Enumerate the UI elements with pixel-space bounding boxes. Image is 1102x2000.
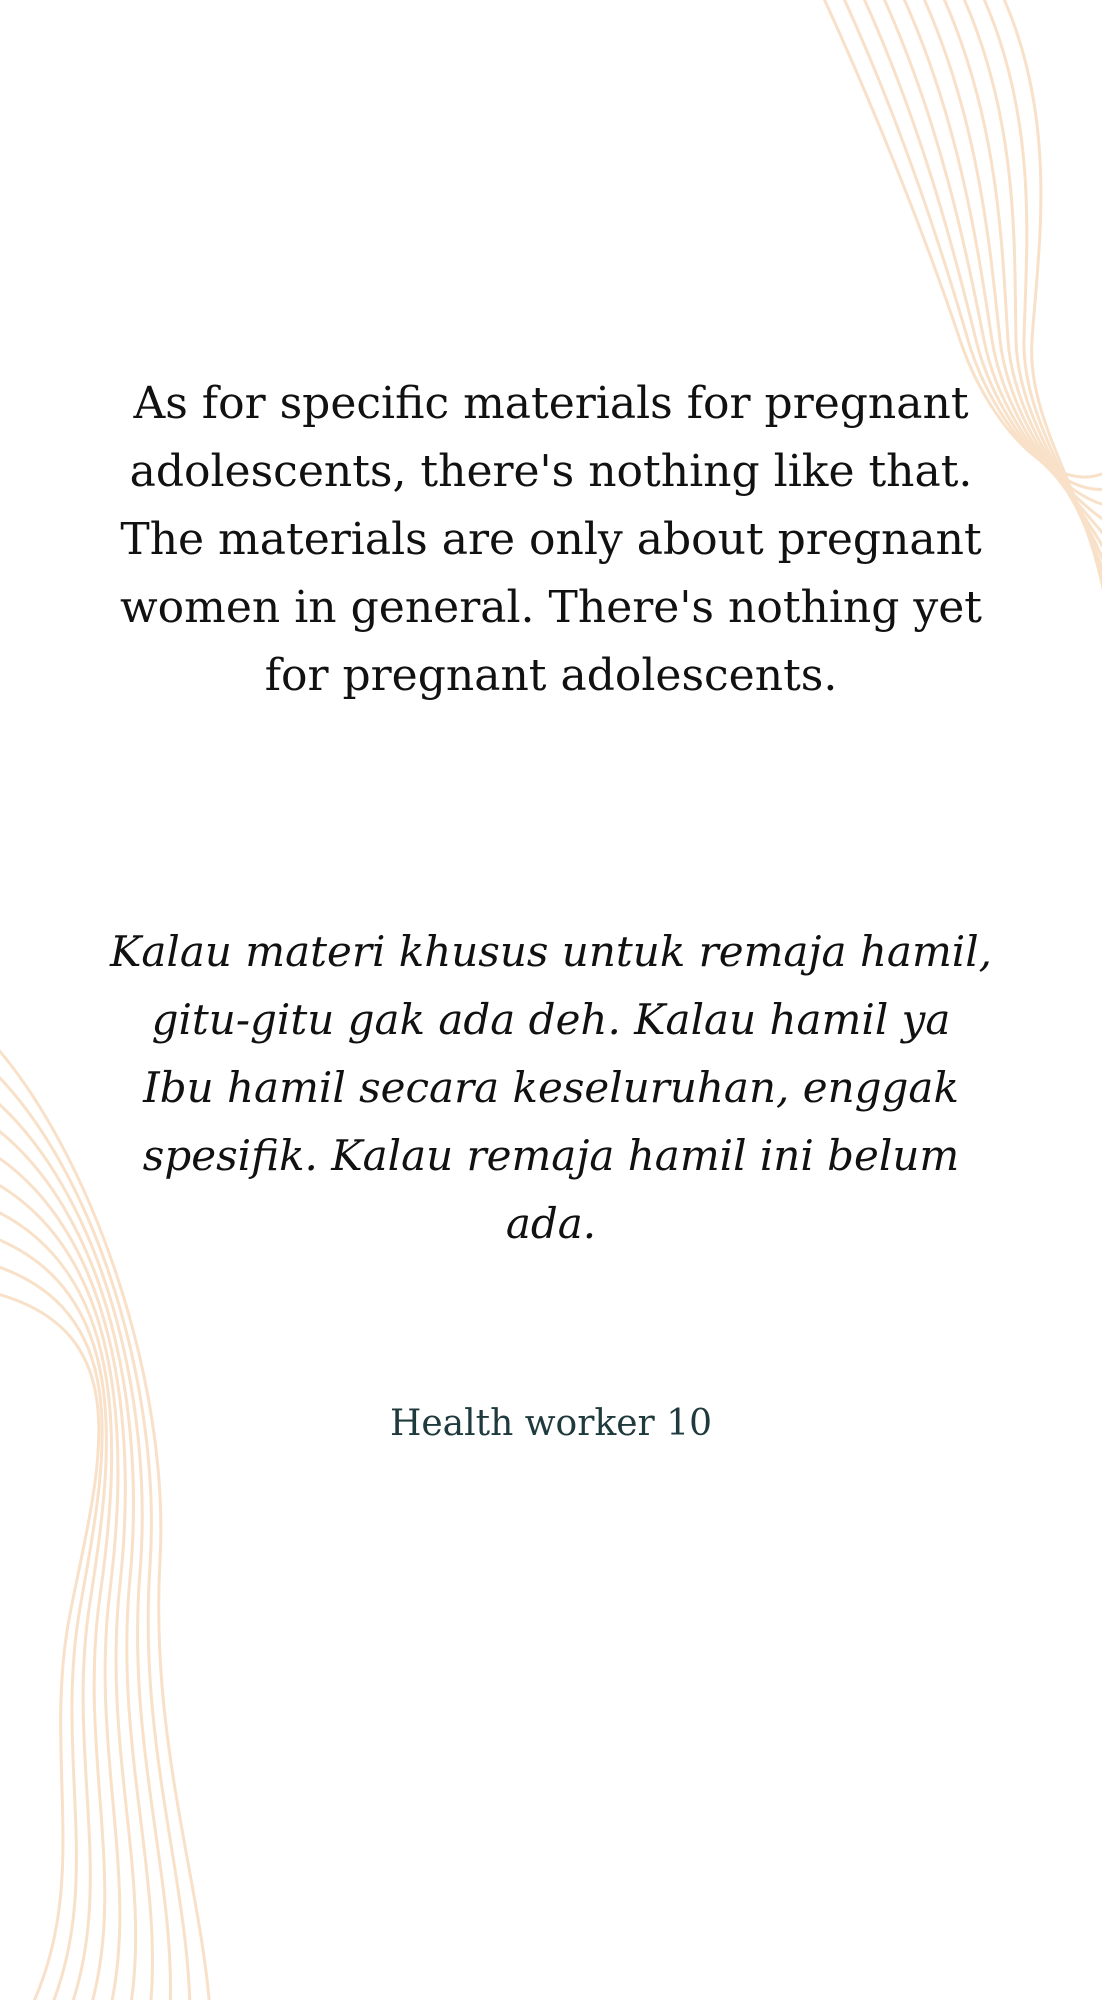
english-quote-text: As for specific materials for pregnant adolescents, there's nothing like that. The materials are only about pregnant women in general. There's nothing yet for pregnant adolescents. <box>120 378 982 701</box>
quote-attribution: Health worker 10 <box>389 1403 713 1444</box>
indonesian-quote-text: Kalau materi khusus untuk remaja hamil, gitu-gitu gak ada deh. Kalau hamil ya Ibu hamil secara keseluruhan, enggak spesifik. Kalau remaja hamil ini belum ada. <box>110 927 992 1248</box>
wave-line <box>0 1152 136 2000</box>
wave-line <box>0 1208 112 2000</box>
